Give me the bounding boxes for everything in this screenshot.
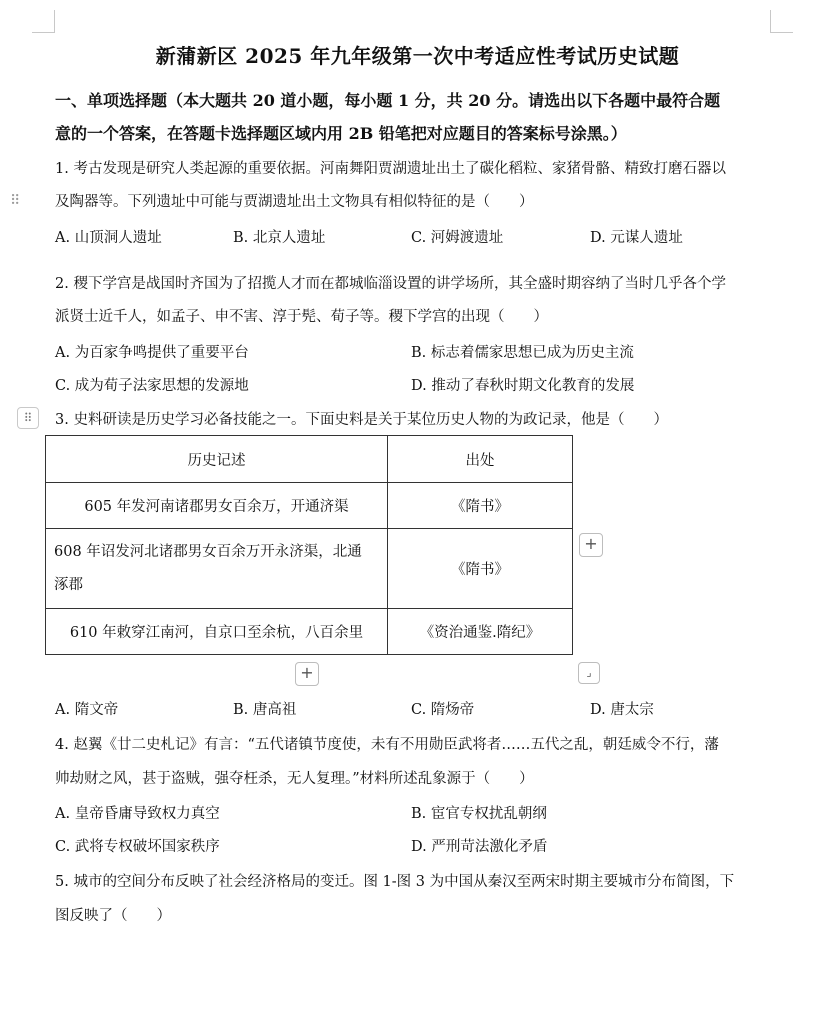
table-cell-source: 《资治通鉴.隋纪》 xyxy=(388,609,573,655)
q2-option-a: A. 为百家争鸣提供了重要平台 xyxy=(55,345,249,361)
crop-mark-top-right xyxy=(770,10,793,33)
section-heading-line-1: 一、单项选择题（本大题共 20 道小题，每小题 1 分，共 20 分。请选出以下各题中最符合题 xyxy=(55,91,721,110)
q1-option-c: C. 河姆渡遗址 xyxy=(411,230,504,246)
add-column-button[interactable]: + xyxy=(579,533,603,557)
table-cell-record-line-1: 608 年诏发河北诸郡男女百余万开永济渠，北通 xyxy=(54,543,362,560)
drag-handle-icon[interactable]: ⠿ xyxy=(10,193,21,209)
table-cell-record: 605 年发河南诸郡男女百余万，开通济渠 xyxy=(46,483,388,529)
q4-option-b: B. 宦官专权扰乱朝纲 xyxy=(411,806,547,822)
table-header-row xyxy=(46,436,573,483)
page-title: 新蒲新区 2025 年九年级第一次中考适应性考试历史试题 xyxy=(155,44,680,68)
section-heading-line-2: 意的一个答案，在答题卡选择题区域内用 2B 铅笔把对应题目的答案标号涂黑。） xyxy=(55,124,627,143)
table-resize-icon[interactable]: ⌟ xyxy=(578,662,600,684)
q4-stem-line-1: 4. 赵翼《廿二史札记》有言：“五代诸镇节度使，未有不用勋臣武将者……五代之乱，朝廷威令不行，藩 xyxy=(55,737,719,753)
table-row xyxy=(46,529,573,609)
crop-mark-top-left xyxy=(32,10,55,33)
q3-option-a: A. 隋文帝 xyxy=(55,702,119,718)
table-cell-record-line-2: 涿郡 xyxy=(54,576,83,593)
q2-option-b: B. 标志着儒家思想已成为历史主流 xyxy=(411,345,634,361)
q2-stem-line-1: 2. 稷下学宫是战国时齐国为了招揽人才而在都城临淄设置的讲学场所，其全盛时期容纳了当时几乎各个学 xyxy=(55,276,726,292)
q3-option-c: C. 隋炀帝 xyxy=(411,702,475,718)
q3-stem: 3. 史料研读是历史学习必备技能之一。下面史料是关于某位历史人物的为政记录，他是（ ） xyxy=(55,412,668,428)
table-row xyxy=(46,483,573,529)
table-row xyxy=(46,609,573,655)
q3-option-d: D. 唐太宗 xyxy=(590,702,654,718)
q1-stem-line-1: 1. 考古发现是研究人类起源的重要依据。河南舞阳贾湖遗址出土了碳化稻粒、家猪骨骼、精致打磨石器以 xyxy=(55,161,726,177)
table-handle-icon[interactable] xyxy=(17,407,39,429)
q5-stem-line-2: 图反映了（ ） xyxy=(55,908,171,924)
section-heading xyxy=(55,84,780,150)
q2-option-d: D. 推动了春秋时期文化教育的发展 xyxy=(411,378,635,394)
q1-option-b: B. 北京人遗址 xyxy=(233,230,326,246)
add-row-button[interactable]: + xyxy=(295,662,319,686)
table-header-source: 出处 xyxy=(388,436,573,483)
table-handle-glyph: ⠿ xyxy=(23,411,33,425)
q1-stem-line-2: 及陶器等。下列遗址中可能与贾湖遗址出土文物具有相似特征的是（ ） xyxy=(55,194,534,210)
table-cell-source: 《隋书》 xyxy=(388,529,573,609)
table-cell-record xyxy=(46,529,388,609)
q4-stem-line-2: 帅劫财之风，甚于盗贼，强夺枉杀，无人复理。”材料所述乱象源于（ ） xyxy=(55,771,534,787)
q1-option-a: A. 山顶洞人遗址 xyxy=(55,230,162,246)
history-record-table xyxy=(45,435,573,655)
q2-stem-line-2: 派贤士近千人，如孟子、申不害、淳于髡、荀子等。稷下学宫的出现（ ） xyxy=(55,309,548,325)
table-header-record: 历史记述 xyxy=(46,436,388,483)
q4-option-c: C. 武将专权破坏国家秩序 xyxy=(55,839,220,855)
q4-option-d: D. 严刑苛法激化矛盾 xyxy=(411,839,548,855)
q2-option-c: C. 成为荀子法家思想的发源地 xyxy=(55,378,249,394)
q3-option-b: B. 唐高祖 xyxy=(233,702,297,718)
q1-option-d: D. 元谋人遗址 xyxy=(590,230,683,246)
table-cell-source: 《隋书》 xyxy=(388,483,573,529)
table-cell-record: 610 年敕穿江南河，自京口至余杭，八百余里 xyxy=(46,609,388,655)
q5-stem-line-1: 5. 城市的空间分布反映了社会经济格局的变迁。图 1-图 3 为中国从秦汉至两宋时期主要城市分布简图，下 xyxy=(55,874,735,890)
q4-option-a: A. 皇帝昏庸导致权力真空 xyxy=(55,806,220,822)
